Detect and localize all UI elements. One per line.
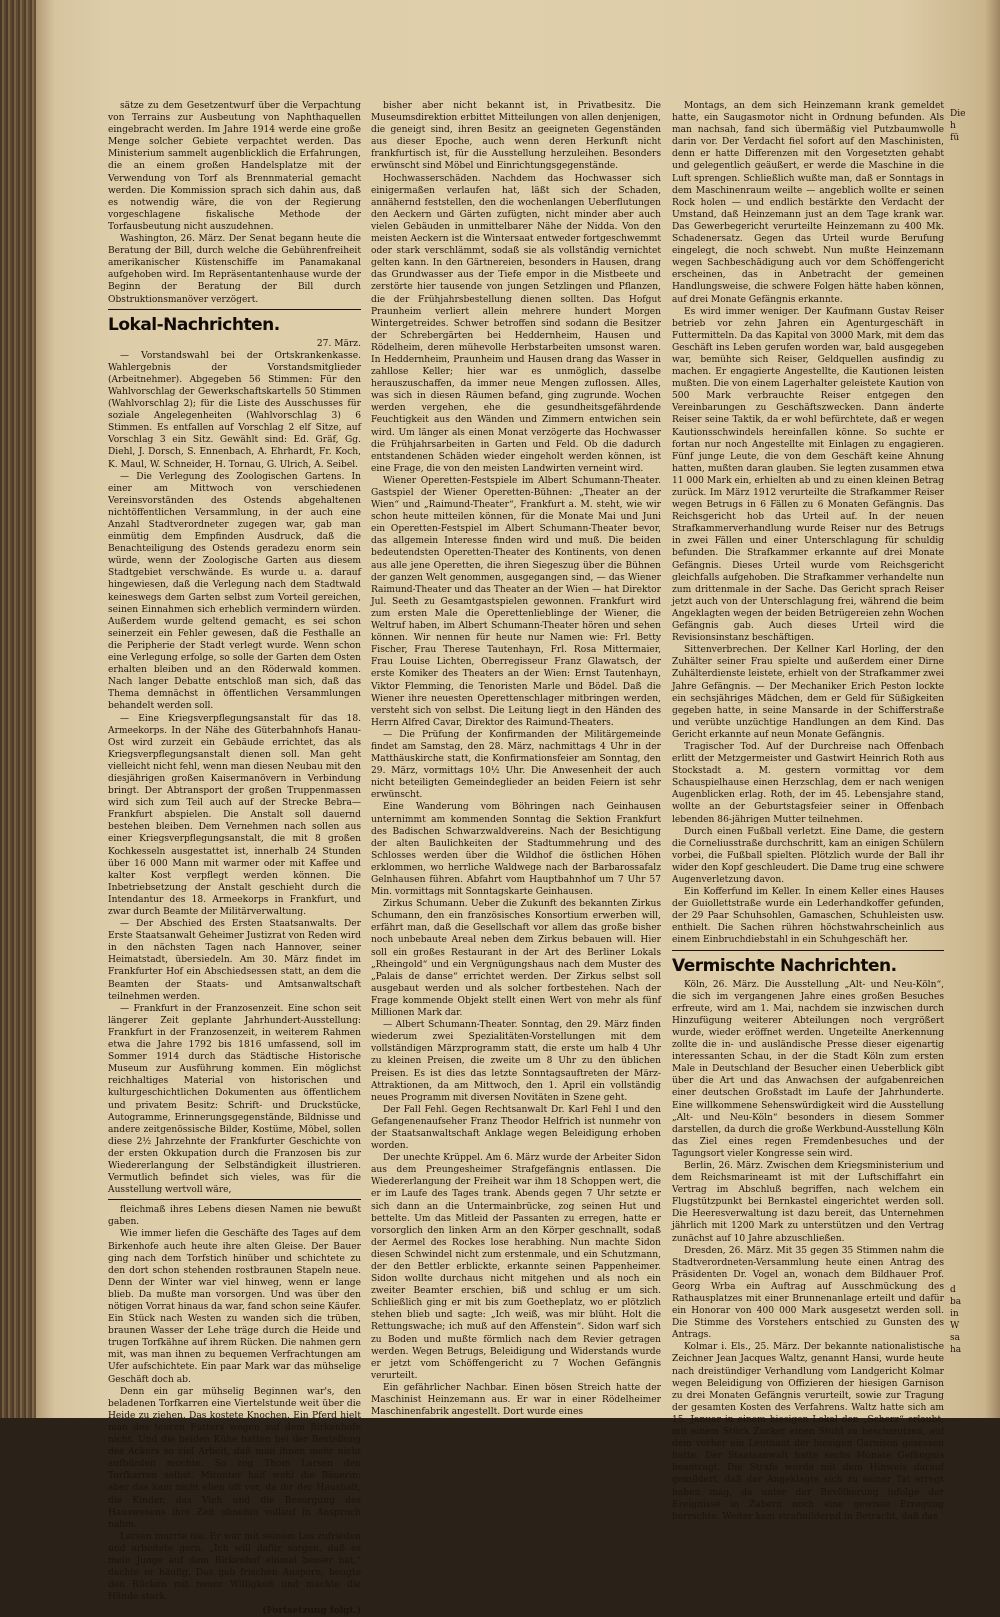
edge-fragment: d — [950, 1285, 956, 1295]
edge-fragment — [950, 456, 1000, 468]
edge-fragment — [950, 396, 1000, 408]
story-paragraph: fleichmaß ihres Lebens diesen Namen nie bewußt gaben. — [108, 1205, 361, 1228]
edge-fragment — [950, 780, 1000, 792]
edge-fragment — [950, 888, 1000, 900]
edge-fragment — [950, 1128, 1000, 1140]
edge-fragment — [950, 504, 1000, 516]
edge-fragment — [950, 1188, 1000, 1200]
edge-fragment — [950, 744, 1000, 756]
edge-fragment — [950, 1020, 1000, 1032]
edge-fragment — [950, 252, 1000, 264]
edge-fragment — [950, 600, 1000, 612]
article-paragraph: Tragischer Tod. Auf der Durchreise nach Offenbach erlitt der Metzgermeister und Gastwirt Heinrich Roth aus Stockstadt a. M. gestern vormittag vor dem Schauspielhause einen Herzschlag, dem er nach wenigen Augenblicken erlag. Roth, der im 45. Lebensjahre stand, wollte an der Geburtstagsfeier seiner in Offenbach lebenden 86-jährigen Mutter teilnehmen. — [672, 741, 944, 825]
article-paragraph: — Albert Schumann-Theater. Sonntag, den 29. März finden wiederum zwei Spezialitäten-Vorstellungen mit dem vollständigen Märzprogramm statt, die erste um halb 4 Uhr zu kleinen Preisen, die zweite um 8 Uhr zu den üblichen Preisen. Es ist dies das letzte Sonntagsauftreten der März-Attraktionen, da am Mittwoch, den 1. April ein vollständig neues Programm mit diversen Novitäten in Szene geht. — [371, 1020, 661, 1103]
lokal-articles — [108, 350, 361, 1197]
edge-fragment — [950, 804, 1000, 816]
vermischte-nachrichten-heading: Vermischte Nachrichten. — [672, 955, 897, 976]
article-paragraph: — Frankfurt in der Franzosenzeit. Eine schon seit längerer Zeit geplante Jahrhundert-Ausstellung: Frankfurt in der Franzosenzeit, in weiterem Rahmen etwa die Jahre 1792 bis 1816 umfassend, soll im Sommer 1914 durch das Städtische Historische Museum zur Ausführung kommen. Ein möglichst reichhaltiges Material von historischen und kulturgeschichtlichen Dokumenten aus öffentlichem und privatem Besitz: Schrift- und Druckstücke, Autogramme, Erinnerungsgegenstände, Bildnisse und andere zeitgenössische Bilder, Kostüme, Möbel, sollen diese 2½ Jahrzehnte der Frankfurter Geschichte von der ersten Okkupation durch die Franzosen bis zur Wiedererlangung der Selbständigkeit illustrieren. Vermutlich befindet sich vieles, was für die Ausstellung wertvoll wäre, — [108, 1003, 361, 1196]
next-page-edge — [950, 108, 1000, 1355]
article-paragraph: Kolmar i. Els., 25. März. Der bekannte nationalistische Zeichner Jean Jacques Waltz, genannt Hansi, wurde heute nach dreistündiger Verhandlung vom Landgericht Kolmar wegen Beleidigung von Offizieren der hiesigen Garnison zu drei Monaten Gefängnis verurteilt, sowie zur Tragung der gesamten Kosten des Verfahrens. Waltz hatte sich am 15. Januar in einem hiesigen Lokal den „Scherz“ erlaubt, mit einem Stück Zucker einen Stuhl zu beschmutzen, auf dem vorher ein Leutnant der hiesigen Garnison gesessen hatte. Der Staatsanwalt hatte sechs Monate Gefängnis beantragt. Die Strafe wurde mit dem Hinweis darauf gemildert, daß der Angeklagte sich zu seiner Tat erregt haben mag, da unter der Bevölkerung infolge der Ereignisse in Zabern noch eine gewisse Erregung herrschte. Weiter kam strafmildernd in Betracht, daß das — [672, 1342, 944, 1522]
edge-fragment — [950, 168, 1000, 180]
edge-fragment — [950, 792, 1000, 804]
edge-fragment — [950, 408, 1000, 420]
edge-fragment — [950, 1116, 1000, 1128]
edge-fragment — [950, 576, 1000, 588]
edge-fragment — [950, 1032, 1000, 1044]
edge-fragment — [950, 816, 1000, 828]
edge-fragment — [950, 336, 1000, 348]
edge-fragment — [950, 624, 1000, 636]
edge-fragment — [950, 372, 1000, 384]
edge-fragment — [950, 204, 1000, 216]
edge-fragment — [950, 828, 1000, 840]
edge-fragment — [950, 840, 1000, 852]
article-paragraph: — Eine Kriegsverpflegungsanstalt für das 18. Armeekorps. In der Nähe des Güterbahnhofs Hanau-Ost wird zurzeit ein Gebäude errichtet, das als Kriegsverpflegungsanstalt dienen soll. Man geht vielleicht nicht fehl, wenn man diesen Neubau mit den diesjährigen großen Kaisermanövern in Verbindung bringt. Der Abtransport der großen Truppenmassen wird sich zum Teil auch auf der Strecke Bebra—Frankfurt abspielen. Die Anstalt soll dauernd bestehen bleiben. Dem Vernehmen nach sollen aus einer Kriegsverpflegungsanstalt, die mit 8 großen Kochkesseln ausgestattet ist, innerhalb 24 Stunden über 16 000 Mann mit warmer oder mit Kaffee und kalter Kost verpflegt werden können. Die Inbetriebsetzung der Anstalt geschieht durch die Intendantur des 18. Armeekorps in Frankfurt, und zwar durch Beamte der Militärverwaltung. — [108, 713, 361, 917]
article-paragraph: Hochwasserschäden. Nachdem das Hochwasser sich einigermaßen verlaufen hat, läßt sich der Schaden, annähernd feststellen, den die wochenlangen Ueberflutungen den Aeckern und Gärten zufügten, nicht minder aber auch vielen Gebäuden in unmittelbarer Nähe der Nidda. Von den meisten Aeckern ist die Wintersaat entweder fortgeschwemmt oder stark verschlämmt, sodaß sie als vollständig vernichtet gelten kann. In den Gärtnereien, besonders in Hausen, drang das Grundwasser aus der Tiefe empor in die Mistbeete und zerstörte hier tausende von jungen Setzlingen und Pflanzen, die der Frühjahrsbestellung dienen sollten. Das Hofgut Praunheim verliert allein mehrere hundert Morgen Wintergetreides. Schwer betroffen sind sodann die Besitzer der Schrebergärten bei Heddernheim, Hausen und Rödelheim, deren mühevolle Herbstarbeiten umsonst waren. In Heddernheim, Praunheim und Hausen drang das Wasser in zahllose Keller; hier war es unmöglich, dasselbe herauszuschaffen, da immer neue Mengen zuflossen. Alles, was sich in diesen Räumen befand, ging zugrunde. Wochen werden vergehen, ehe die gesundheitsgefährdende Feuchtigkeit aus den Wänden und Zimmern entwichen sein wird. Um länger als einen Monat verzögerte das Hochwasser die Frühjahrsarbeiten in Garten und Feld. Ob die dadurch entstandenen Schäden wieder eingeholt werden können, ist eine Frage, die von den meisten Landwirten verneint wird. — [371, 173, 661, 474]
edge-fragment — [950, 1248, 1000, 1260]
article-paragraph: Montags, an dem sich Heinzemann krank gemeldet hatte, ein Saugasmotor nicht in Ordnung befunden. Als man nachsah, fand sich übermäßig viel Putzbaumwolle darin vor. Der Verdacht fiel sofort auf den Maschinisten, denn er hatte Differenzen mit den Vorgesetzten gehabt und gelegentlich geäußert, er werde die Maschine in die Luft sprengen. Schließlich wußte man, daß er Sonntags in dem Maschinenraum weilte — angeblich wollte er seinen Rock holen — und endlich bestärkte den Verdacht der Umstand, daß Heinzemann just an dem Tage krank war. Das Gewerbegericht verurteilte Heinzemann zu 400 Mk. Schadenersatz. Gegen das Urteil wurde Berufung eingelegt, die noch schwebt. Nun mußte Heinzemann wegen Sachbeschädigung auch vor dem Schöffengericht erscheinen, das in Anbetracht der gemeinen Handlungsweise, die schwere Folgen hätte haben können, auf drei Monate Gefängnis erkannte. — [672, 101, 944, 305]
column-2-articles — [371, 100, 661, 1418]
edge-fragment: ha — [950, 1345, 962, 1355]
intro-block — [108, 100, 361, 306]
edge-fragment — [950, 552, 1000, 564]
edge-fragment — [950, 588, 1000, 600]
edge-fragment — [950, 684, 1000, 696]
edge-fragment — [950, 1008, 1000, 1020]
article-paragraph: — Der Abschied des Ersten Staatsanwalts. Der Erste Staatsanwalt Geheimer Justizrat von Reden wird in den nächsten Tagen nach Hannover, seiner Heimatstadt, übersiedeln. Am 30. März findet im Frankfurter Hof ein Abschiedsessen statt, an dem die Beamten der Staats- und Amtsanwaltschaft teilnehmen werden. — [108, 919, 361, 1002]
article-paragraph: — Die Verlegung des Zoologischen Gartens. In einer am Mittwoch von verschiedenen Vereinsvorständen des Ostends abgehaltenen nichtöffentlichen Versammlung, in der auch eine Anzahl Stadtverordneter zugegen war, gab man einmütig dem Empfinden Ausdruck, daß die Benachteiligung des Ostends geradezu enorm sein würde, wenn der Zoologische Garten aus diesem Stadtgebiet verschwände. Es wurde u. a. darauf hingewiesen, daß die Verlegung nach dem Stadtwald keineswegs dem Garten selbst zum Vorteil gereichen, seinen Einnahmen sich erheblich vermindern würden. Außerdem wurde geltend gemacht, es sei schon seinerzeit ein Fehler gewesen, daß die Festhalle an die Peripherie der Stadt verlegt wurde. Wenn schon eine Verlegung erfolge, so solle der Garten dem Osten erhalten bleiben und an den Röderwald kommen. Nach langer Debatte entschloß man sich, daß das Thema demnächst in öffentlichen Versammlungen behandelt werden soll. — [108, 471, 361, 712]
edge-fragment — [950, 1272, 1000, 1284]
edge-fragment — [950, 564, 1000, 576]
edge-fragment — [950, 348, 1000, 360]
edge-fragment — [950, 864, 1000, 876]
article-paragraph: Sittenverbrechen. Der Kellner Karl Horling, der den Zuhälter seiner Frau spielte und außerdem einer Dirne Zuhälterdienste leistete, erhielt von der Strafkammer zwei Jahre Gefängnis. — Der Mechaniker Erich Peston lockte ein sechsjähriges Mädchen, dem er Geld für Süßigkeiten gegeben hatte, in seine Mansarde in der Schifferstraße und verübte unzüchtige Handlungen an dem Kind. Das Gericht erkannte auf neun Monate Gefängnis. — [672, 645, 944, 740]
article-paragraph: Ein gefährlicher Nachbar. Einen bösen Streich hatte der Maschinist Heinzemann aus. Er war in einer Rödelheimer Maschinenfabrik angestellt. Dort wurde eines — [371, 1382, 661, 1418]
article-paragraph: Es wird immer weniger. Der Kaufmann Gustav Reiser betrieb vor zehn Jahren ein Agenturgeschäft in Futtermitteln. Da das Kapital von 3000 Mark, mit dem das Geschäft ins Leben gerufen worden war, bald ausgegeben war, bemühte sich Reiser, Geldquellen ausfindig zu machen. Er engagierte Angestellte, die Kautionen leisten mußten. Die von einem Lagerhalter geleistete Kaution von 500 Mark verbrauchte Reiser entgegen den Vereinbarungen zu Geschäftszwecken. Dann änderte Reiser seine Taktik, da er wohl befürchtete, daß er wegen Kautionsschwindels hereinfallen könne. So suchte er fortan nur noch Angestellte mit Einlagen zu engagieren. Fünf junge Leute, die von dem Geschäft keine Ahnung hatten, mußten daran glauben. Sie legten zusammen etwa 11 000 Mark ein, erhielten ab und zu einen kleinen Betrag zurück. Im März 1912 verurteilte die Strafkammer Reiser wegen Betrugs in 6 Fällen zu 6 Monaten Gefängnis. Das Reichsgericht hob das Urteil auf. In der neuen Strafkammerverhandlung wurde Reiser nur des Betrugs in zwei Fällen und einer Unterschlagung für schuldig befunden. Die Strafkammer erkannte auf drei Monate Gefängnis. Dieses Urteil wurde vom Reichsgericht gleichfalls aufgehoben. Die Strafkammer verhandelte nun zum drittenmale in der Sache. Das Gericht sprach Reiser jetzt auch von der Unterschlagung frei, während die beim Angeklagten wegen der beiden Betrügereien zehn Wochen Gefängnis gab. Auch dieses Urteil wird die Revisionsinstanz beschäftigen. — [672, 306, 944, 644]
column-rule — [672, 950, 944, 951]
edge-fragment — [950, 300, 1000, 312]
vermischte-articles — [672, 979, 944, 1523]
article-paragraph: Berlin, 26. März. Zwischen dem Kriegsministerium und dem Reichsmarineamt ist mit der Luftschiffahrt ein Vertrag im Abschluß begriffen, nach welchem ein Flugstützpunkt bei Bernkastel eingerichtet werden soll. Die Heeresverwaltung ist dazu bereit, das Unternehmen jährlich mit 1200 Mark zu unterstützen und den Vertrag zunächst auf 10 Jahre abzuschließen. — [672, 1160, 944, 1244]
edge-fragment — [950, 1104, 1000, 1116]
edge-fragment — [950, 216, 1000, 228]
edge-fragment — [950, 660, 1000, 672]
edge-fragment — [950, 1224, 1000, 1236]
edge-fragment: ba — [950, 1297, 962, 1307]
article-paragraph: Ein Kofferfund im Keller. In einem Keller eines Hauses der Guiollettstraße wurde ein Lederhandkoffer gefunden, der 29 Paar Schuhsohlen, Gamaschen, Schuhleisten usw. enthielt. Die Sachen rühren höchstwahrscheinlich aus einem Einbruchdiebstahl in ein Schuhgeschäft her. — [672, 887, 944, 946]
edge-fragment — [950, 936, 1000, 948]
article-paragraph: Dresden, 26. März. Mit 35 gegen 35 Stimmen nahm die Stadtverordneten-Versammlung heute einen Antrag des Präsidenten Dr. Vogel an, wonach dem Bildhauer Prof. Georg Wrba ein Auftrag auf Ausschmückung des Rathausplatzes mit einer Brunnenanlage erteilt und dafür ein Honorar von 400 000 Mark ausgesetzt werden soll. Die Stimme des Vorstehers entschied zu Gunsten des Antrags. — [672, 1245, 944, 1341]
edge-fragment — [950, 1056, 1000, 1068]
binding-gutter — [0, 0, 36, 1418]
edge-fragment — [950, 1212, 1000, 1224]
edge-fragment — [950, 444, 1000, 456]
article-paragraph: — Die Prüfung der Konfirmanden der Militärgemeinde findet am Samstag, den 28. März, nachmittags 4 Uhr in der Matthäuskirche statt, die Konfirmationsfeier am Sonntag, den 29. März, vormittags 10½ Uhr. Die Anwesenheit der auch nicht beteiligten Gemeindeglieder an beiden Feiern ist sehr erwünscht. — [371, 729, 661, 801]
edge-fragment — [950, 228, 1000, 240]
edge-fragment — [950, 516, 1000, 528]
edge-fragment — [950, 1152, 1000, 1164]
edge-fragment — [950, 636, 1000, 648]
edge-fragment — [950, 312, 1000, 324]
edge-fragment — [950, 492, 1000, 504]
edge-fragment — [950, 996, 1000, 1008]
edge-fragment — [950, 876, 1000, 888]
edge-fragment — [950, 480, 1000, 492]
story-paragraph: Denn ein gar mühselig Beginnen war's, den beladenen Torfkarren eine Viertelstunde weit über die Heide zu ziehen. Das kostete Knochen. Ein Pferd hielt man des teuren Futters wegen auf dem Birkenhofe nicht. Und die beiden Kühe hatten bei der Bestellung des Ackers so viel Arbeit, daß man ihnen mehr nicht aufbürden mochte. So zog Thom Larsen den Torfkarren selbst. Mitunter half wohl die Bäuerin; aber das kam nicht eben oft vor, da ihr der Haushalt, die Kinder, das Vieh und die Besorgung des Hauswesens ihre Zeit ohnehin vollauf in Anspruch nahm. — [108, 1386, 361, 1530]
edge-fragment — [950, 696, 1000, 708]
edge-fragment — [950, 720, 1000, 732]
edge-fragment: in — [950, 1309, 959, 1319]
edge-fragment — [950, 384, 1000, 396]
edge-fragment — [950, 192, 1000, 204]
edge-fragment — [950, 240, 1000, 252]
edge-fragment: h — [950, 121, 956, 131]
edge-fragment — [950, 288, 1000, 300]
edge-fragment — [950, 1260, 1000, 1272]
edge-fragment — [950, 1176, 1000, 1188]
article-paragraph: Der Fall Fehl. Gegen Rechtsanwalt Dr. Karl Fehl I und den Gefangenenaufseher Franz Theodor Helfrich ist nunmehr von der Staatsanwaltschaft Anklage wegen Beleidigung erhoben worden. — [371, 1104, 661, 1152]
edge-fragment — [950, 432, 1000, 444]
article-paragraph: Köln, 26. März. Die Ausstellung „Alt- und Neu-Köln“, die sich im vergangenen Jahre eines großen Besuches erfreute, wird am 1. Mai, nachdem sie inzwischen durch Hinzufügung weiterer Abteilungen noch vergrößert wurde, wieder eröffnet werden. Ungeteilte Anerkennung zollte die in- und ausländische Presse dieser eigenartig interessanten Schau, in der die Stadt Köln zum ersten Male in Deutschland der Besucher einen Ueberblick gibt über die Art und das Anwachsen der aufgabenreichen einer deutschen Großstadt im Laufe der Jahrhunderte. Eine willkommene Sehenswürdigkeit wird die Ausstellung „Alt- und Neu-Köln“ besonders in diesem Sommer darstellen, da durch die große Werkbund-Ausstellung Köln das Ziel eines regen Fremdenbesuches und der Tagungsort vieler Kongresse sein wird. — [672, 979, 944, 1159]
continuation-note: (Fortsetzung folgt.) — [262, 1606, 361, 1617]
edge-fragment — [950, 768, 1000, 780]
edge-fragment: fü — [950, 133, 960, 143]
serial-story — [108, 1204, 361, 1603]
lokal-nachrichten-heading: Lokal-Nachrichten. — [108, 314, 280, 335]
edge-fragment — [950, 468, 1000, 480]
edge-fragment — [950, 984, 1000, 996]
edge-fragment — [950, 852, 1000, 864]
article-paragraph: Durch einen Fußball verletzt. Eine Dame, die gestern die Corneliusstraße durchschritt, kam an einigen Schülern vorbei, die Fußball spielten. Plötzlich wurde der Ball ihr wider den Kopf geschleudert. Die Dame trug eine schwere Augenverletzung davon. — [672, 826, 944, 885]
edge-fragment — [950, 1140, 1000, 1152]
edge-fragment — [950, 900, 1000, 912]
column-rule — [108, 1199, 361, 1200]
edge-fragment — [950, 1164, 1000, 1176]
article-paragraph: Washington, 26. März. Der Senat begann heute die Beratung der Bill, durch welche die Gebührenfreiheit amerikanischer Küstenschiffe im Panamakanal aufgehoben wird. Im Repräsentantenhause wurde der Beginn der Beratung der Bill durch Obstruktionsmanöver verzögert. — [108, 234, 361, 305]
article-paragraph: Der unechte Krüppel. Am 6. März wurde der Arbeiter Sidon aus dem Preungesheimer Strafgefängnis entlassen. Die Wiedererlangung der Freiheit war ihm 18 Schoppen wert, die er im Laufe des Tages trank. Abends gegen 7 Uhr setzte er sich dann an die Untermainbrücke, zog seinen Hut und bettelte. Um das Mitleid der Passanten zu erregen, hatte er vorsorglich den linken Arm an den Körper geschnallt, sodaß der Aermel des Rockes lose herabhing. Nun machte Sidon diesen Schwindel nicht zum erstenmale, und ein Schutzmann, der den Bettler erblickte, erkannte seinen Pappenheimer. Sidon wollte durchaus nicht mitgehen und als noch ein zweiter Beamter erschien, biß und schlug er um sich. Schließlich ging er mit bis zum Goetheplatz, wo er plötzlich stehen blieb und sagte: „Ich weiß, was mir blüht. Holt die Rettungswache; ich muß auf den Affenstein“. Sidon warf sich zu Boden und mußte förmlich nach dem Revier getragen werden. Wegen Betrugs, Beleidigung und Widerstands wurde er jetzt vom Schöffengericht zu 7 Wochen Gefängnis verurteilt. — [371, 1153, 661, 1381]
edge-fragment — [950, 924, 1000, 936]
edge-fragment — [950, 972, 1000, 984]
edge-fragment — [950, 612, 1000, 624]
edge-fragment — [950, 1236, 1000, 1248]
edge-fragment: sa — [950, 1333, 960, 1343]
edge-fragment — [950, 1200, 1000, 1212]
dateline: 27. März. — [316, 338, 361, 349]
column-2 — [371, 100, 661, 1418]
article-paragraph: Zirkus Schumann. Ueber die Zukunft des bekannten Zirkus Schumann, den ein französisches Konsortium erwerben will, erfährt man, daß die Gesellschaft vor allem das große bisher noch unbebaute Areal neben dem Zirkus bebauen will. Hier soll ein großes Restaurant in der Art des Berliner Lokals „Rheingold“ und ein Vergnügungshaus nach dem Muster des „Palais de danse“ errichtet werden. Der Zirkus selbst soll ausgebaut werden und als solcher fortbestehen. Nach der Frage kommende Objekt stellt einen Wert von mehr als fünf Millionen Mark dar. — [371, 899, 661, 1019]
edge-fragment — [950, 948, 1000, 960]
edge-fragment — [950, 360, 1000, 372]
article-paragraph: — Vorstandswahl bei der Ortskrankenkasse. Wahlergebnis der Vorstandsmitglieder (Arbeitnehmer). Abgegeben 56 Stimmen: Für den Wahlvorschlag der Gewerkschaftskartells 50 Stimmen (Wahlvorschlag 2); für die Liste des Ausschusses für soziale Angelegenheiten (Wahlvorschlag 3) 6 Stimmen. Es entfallen auf Vorschlag 2 elf Sitze, auf Vorschlag 3 ein Sitz. Gewählt sind: Ed. Gräf, Gg. Diehl, J. Dorsch, S. Ennenbach, A. Ehrhardt, Fr. Koch, K. Maul, W. Schneider, H. Tornau, G. Ulrich, A. Seibel. — [108, 350, 361, 470]
edge-fragment — [950, 276, 1000, 288]
edge-fragment — [950, 264, 1000, 276]
edge-fragment — [950, 960, 1000, 972]
column-1 — [108, 100, 361, 1617]
edge-fragment — [950, 1080, 1000, 1092]
edge-fragment — [950, 1044, 1000, 1056]
column-3 — [672, 100, 944, 1522]
edge-fragment — [950, 144, 1000, 156]
article-paragraph: Wiener Operetten-Festspiele im Albert Schumann-Theater. Gastspiel der Wiener Operetten-Bühnen: „Theater an der Wien“ und „Raimund-Theater“, Frankfurt a. M. steht, wie wir schon heute mitteilen können, für die Monate Mai und Juni ein Operetten-Festspiel im Albert Schumann-Theater bevor, das allgemein Interesse finden wird und muß. Die beiden bedeutendsten Operetten-Theater des Kontinents, von denen aus alle jene Operetten, die ihren Siegeszug über die Bühnen der ganzen Welt genommen, ausgegangen sind, — das Wiener Raimund-Theater und das Theater an der Wien — hat Direktor Jul. Seeth zu Gesamtgastspielen gewonnen. Frankfurt wird zum ersten Male die Operettenlieblinge der Wiener, die Weltruf haben, im Albert Schumann-Theater hören und sehen können. Wir nennen für heute nur Namen wie: Frl. Betty Fischer, Frau Therese Tautenhayn, Frl. Rosa Mittermaier, Frau Louise Lichten, Oberregisseur Franz Glawatsch, der erste Komiker des Theaters an der Wien: Ernst Tautenhayn, Viktor Flemming, die Tenoristen Marle und Bödel. Daß die Wiener ihre neuesten Operettenschlager mitbringen werden, versteht sich von selbst. Die Leitung liegt in den Händen des Herrn Alfred Cavar, Direktor des Raimund-Theaters. — [371, 475, 661, 728]
edge-fragment — [950, 540, 1000, 552]
edge-fragment — [950, 324, 1000, 336]
column-3-articles — [672, 100, 944, 947]
edge-fragment — [950, 1092, 1000, 1104]
story-paragraph: Wie immer liefen die Geschäfte des Tages auf dem Birkenhofe auch heute ihre alten Gleise. Der Bauer ging nach dem Torfstich hinüber und schichtete zu den dort schon stehenden rostbraunen Stapeln neue. Denn der Winter war viel hinweg, wenn er lange blieb. Da mußte man vorsorgen. Und was über den nötigen Vorrat hinaus da war, fand schon seine Käufer. Ein Stück nach Westen zu wanden sich die trüben, braunen Wasser der Lehe träge durch die Heide und trugen Torfkähne auf ihrem Rücken. Die nahmen gern mit, was man ihnen zu bequemen Verfrachtungen am Ufer aufschichtete. Ein paar Mark war das mühselige Geschäft doch ab. — [108, 1229, 361, 1385]
story-paragraph: Larsen murrte nie. Er war mit seinem Los zufrieden und arbeitete gern. „Ich will dafür sorgen, daß es mein Junge auf dem Birkenhof einmal besser hat,“ dachte er häufig. Das gab frischen Ansporn, beugte den Rücken mit neuer Willigkeit und machte die Hände stark. — [108, 1531, 361, 1603]
edge-fragment: Die — [950, 109, 966, 119]
edge-fragment — [950, 180, 1000, 192]
edge-fragment — [950, 912, 1000, 924]
edge-fragment — [950, 708, 1000, 720]
edge-fragment: W — [950, 1321, 960, 1331]
article-paragraph: sätze zu dem Gesetzentwurf über die Verpachtung von Terrains zur Ausbeutung von Naphthaquellen eingebracht werden. Im Jahre 1914 werde eine große Menge solcher Gebiete verpachtet werden. Das Ministerium sammelt augenblicklich die Erfahrungen, die an einem großen Handelsplatze mit der Verwendung von Torf als Brennmaterial gemacht werden. Die Kommission sprach sich dahin aus, daß es notwendig wäre, die von der Regierung vorgeschlagene fiskalische Methode der Torfausbeutung nicht auszudehnen. — [108, 101, 361, 232]
edge-fragment — [950, 528, 1000, 540]
edge-fragment — [950, 732, 1000, 744]
edge-fragment — [950, 672, 1000, 684]
column-rule — [108, 309, 361, 310]
edge-fragment — [950, 420, 1000, 432]
edge-fragment — [950, 1068, 1000, 1080]
article-paragraph: bisher aber nicht bekannt ist, in Privatbesitz. Die Museumsdirektion erbittet Mitteilungen von allen denjenigen, die geneigt sind, ihren Besitz an geeigneten Gegenständen aus dieser Epoche, auch wenn deren Herkunft nicht frankfurtisch ist, für die Ausstellung herzuleihen. Besonders erwünscht sind Möbel und Einrichtungsgegenstände. — [371, 101, 661, 172]
edge-fragment — [950, 756, 1000, 768]
edge-fragment — [950, 648, 1000, 660]
edge-fragment — [950, 156, 1000, 168]
article-paragraph: Eine Wanderung vom Böhringen nach Geinhausen unternimmt am kommenden Sonntag die Sektion Frankfurt des Badischen Schwarzwaldvereins. Nach der Besichtigung der alten Baulichkeiten der Stadtummehrung und des Schlosses werden über die Wildhof die östlichen Höhen erklommen, wo herrliche Waldwege nach der Barbarossafalz Gelnhausen führen. Abfahrt vom Hauptbahnhof um 7 Uhr 57 Min. vormittags mit Sonntagskarte Geinhausen. — [371, 802, 661, 898]
